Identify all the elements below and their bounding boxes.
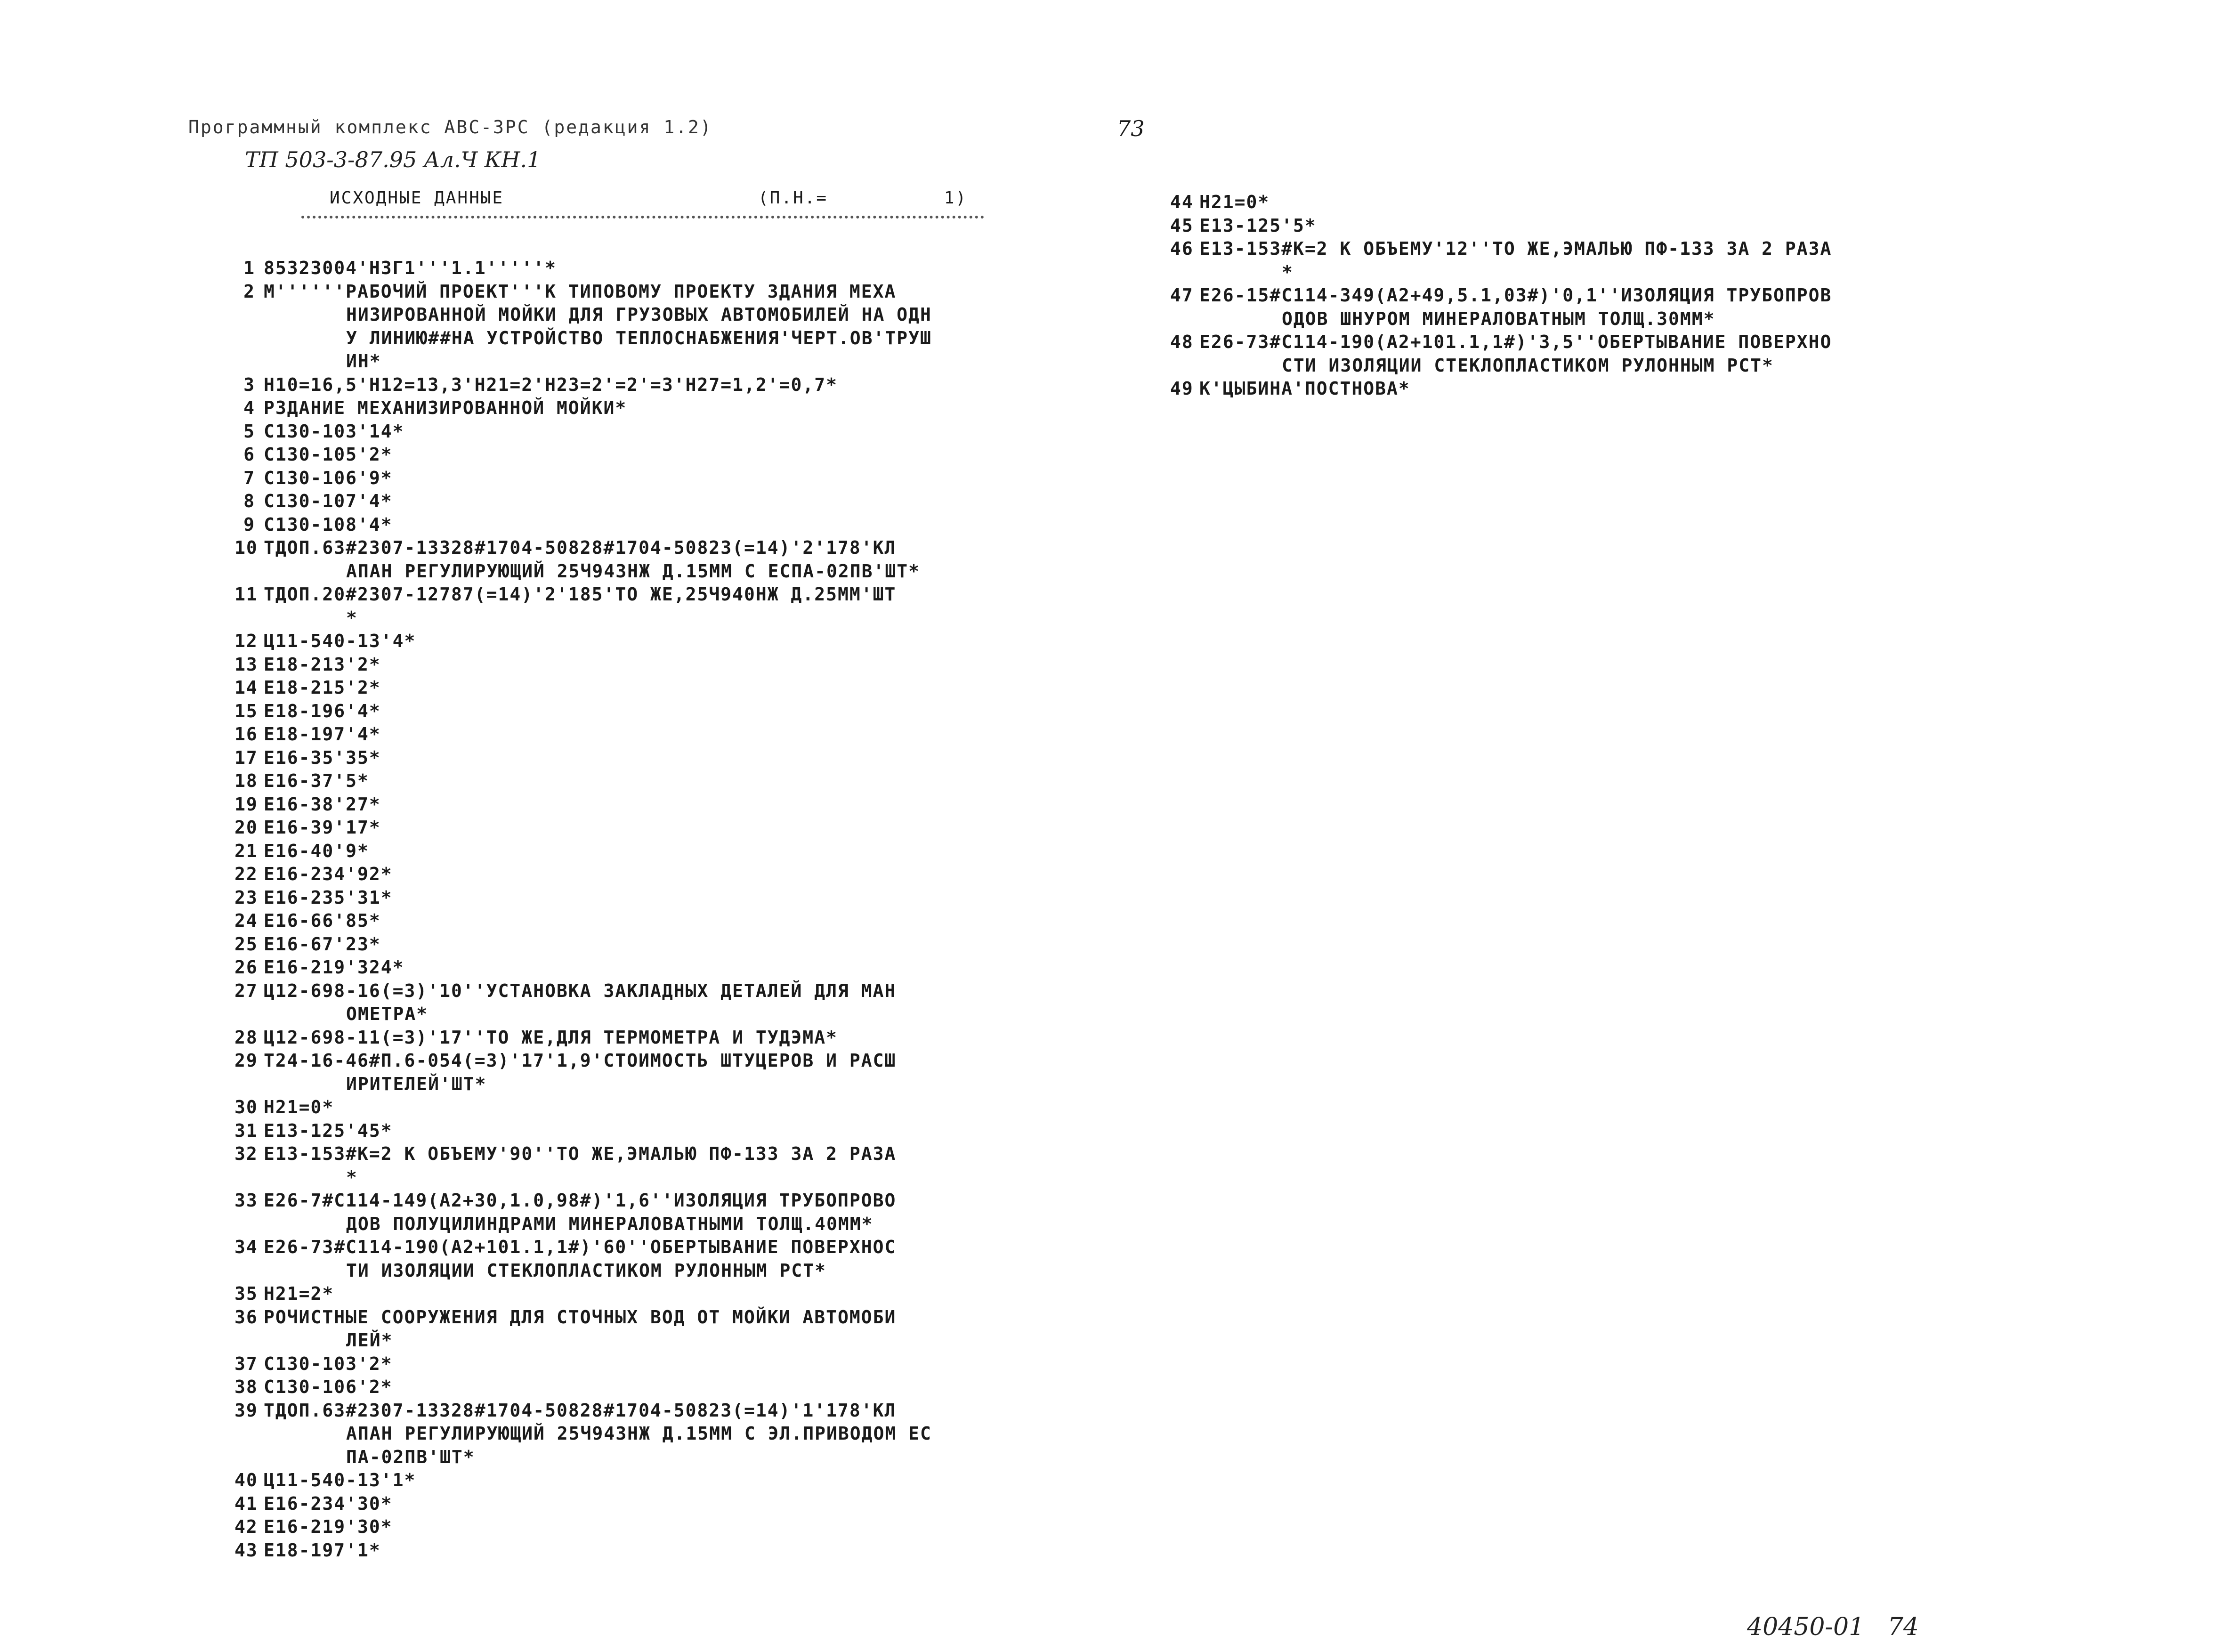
listing-line [1170, 377, 1832, 401]
listing-line [235, 583, 932, 607]
line-text: Е26-7#С114-149(А2+30,1.0,98#)'1,6''ИЗОЛЯЦИЯ ТРУБОПРОВО [264, 1190, 897, 1211]
listing-line [235, 397, 932, 420]
listing-continuation: НИЗИРОВАННОЙ МОЙКИ ДЛЯ ГРУЗОВЫХ АВТОМОБИЛЕЙ НА ОДН [346, 304, 932, 325]
listing-line [235, 980, 932, 1003]
listing-line [235, 1376, 932, 1399]
listing-continuation: * [346, 607, 358, 628]
line-text: ТДОП.63#2307-13328#1704-50828#1704-50823(=14)'1'178'КЛ [264, 1400, 897, 1421]
line-number: 22 [235, 864, 258, 884]
listing-line [235, 793, 932, 817]
listing-line [235, 1352, 932, 1376]
listing-continuation: ИРИТЕЛЕЙ'ШТ* [346, 1073, 487, 1094]
line-number: 27 [235, 980, 258, 1001]
listing-line [235, 1306, 932, 1329]
listing-line [235, 443, 932, 467]
listing-line [235, 886, 932, 910]
line-text: С130-103'14* [264, 421, 404, 442]
line-number: 8 [243, 491, 255, 511]
listing-line [235, 630, 932, 653]
line-number: 30 [235, 1097, 258, 1118]
listing-line [235, 513, 932, 537]
listing-line [235, 490, 932, 513]
line-number: 47 [1170, 285, 1194, 306]
line-number: 2 [243, 281, 255, 302]
line-text: Н21=2* [264, 1283, 334, 1304]
line-text: Е16-38'27* [264, 794, 381, 815]
line-number: 16 [235, 724, 258, 745]
line-text: Е26-15#С114-349(А2+49,5.1,03#)'0,1''ИЗОЛЯЦИЯ ТРУБОПРОВ [1199, 285, 1832, 306]
listing-line [235, 280, 932, 304]
line-number: 1 [243, 258, 255, 278]
line-text: Е16-219'324* [264, 957, 404, 978]
line-number: 44 [1170, 192, 1194, 212]
listing-line [235, 676, 932, 700]
line-number: 11 [235, 584, 258, 605]
line-text: С130-106'9* [264, 467, 393, 488]
line-number: 15 [235, 700, 258, 721]
line-number: 4 [243, 397, 255, 418]
listing-line [235, 816, 932, 840]
line-text: К'ЦЫБИНА'ПОСТНОВА* [1199, 378, 1410, 399]
line-number: 6 [243, 444, 255, 465]
line-text: Е13-125'5* [1199, 215, 1317, 236]
listing-line [235, 1399, 932, 1423]
line-text: Т24-16-46#П.6-054(=3)'17'1,9'СТОИМОСТЬ ШТУЦЕРОВ И РАСШ [264, 1050, 897, 1071]
listing-line [235, 769, 932, 793]
line-number: 35 [235, 1283, 258, 1304]
line-number: 43 [235, 1539, 258, 1561]
line-text: Е16-37'5* [264, 770, 369, 791]
line-number: 14 [235, 677, 258, 698]
line-text: Е18-197'1* [264, 1539, 381, 1561]
line-number: 31 [235, 1120, 258, 1141]
listing-line [235, 467, 932, 490]
line-number: 5 [243, 421, 255, 442]
listing-line [235, 653, 932, 677]
listing-line [1170, 237, 1832, 261]
line-number: 3 [243, 374, 255, 395]
listing-line [235, 840, 932, 863]
listing-line [1170, 284, 1832, 308]
line-number: 39 [235, 1400, 258, 1421]
program-header: Программный комплекс АВС-3РС (редакция 1.2) [188, 117, 712, 138]
pn-label: (П.Н.= 1) [758, 188, 968, 208]
line-number: 33 [235, 1190, 258, 1211]
listing-line [235, 1096, 932, 1119]
line-number: 9 [243, 514, 255, 535]
line-text: Н21=0* [264, 1097, 334, 1118]
line-text: ТДОП.20#2307-12787(=14)'2'185'ТО ЖЕ,25Ч940НЖ Д.25ММ'ШТ [264, 584, 897, 605]
line-number: 17 [235, 747, 258, 768]
listing-continuation: ЛЕЙ* [346, 1330, 393, 1351]
line-text: Е13-153#К=2 К ОБЪЕМУ'12''ТО ЖЕ,ЭМАЛЬЮ ПФ-133 ЗА 2 РАЗА [1199, 238, 1832, 259]
listing-line [235, 909, 932, 933]
line-number: 48 [1170, 332, 1194, 352]
listing-line [235, 863, 932, 886]
line-text: Е16-39'17* [264, 817, 381, 838]
line-text: Е16-219'30* [264, 1516, 393, 1537]
listing-line [1170, 331, 1832, 354]
header-divider [301, 216, 984, 219]
line-number: 10 [235, 537, 258, 558]
line-text: РОЧИСТНЫЕ СООРУЖЕНИЯ ДЛЯ СТОЧНЫХ ВОД ОТ МОЙКИ АВТОМОБИ [264, 1306, 897, 1328]
left-column [235, 257, 932, 1562]
section-title: ИСХОДНЫЕ ДАННЫЕ [330, 188, 504, 208]
listing-line [235, 1282, 932, 1306]
listing-line [235, 1142, 932, 1166]
line-number: 32 [235, 1143, 258, 1164]
line-text: С130-103'2* [264, 1353, 393, 1374]
line-text: С130-105'2* [264, 444, 393, 465]
listing-line [235, 1492, 932, 1516]
listing-line [235, 956, 932, 980]
listing-line [1170, 214, 1832, 238]
listing-line [235, 420, 932, 444]
listing-continuation: ТИ ИЗОЛЯЦИИ СТЕКЛОПЛАСТИКОМ РУЛОННЫМ РСТ* [346, 1260, 826, 1281]
line-text: Ц11-540-13'1* [264, 1470, 416, 1490]
listing-line [235, 1049, 932, 1073]
line-text: Е16-67'23* [264, 933, 381, 955]
listing-line [235, 257, 932, 280]
line-text: Ц12-698-11(=3)'17''ТО ЖЕ,ДЛЯ ТЕРМОМЕТРА И ТУДЭМА* [264, 1027, 838, 1048]
listing-continuation: У ЛИНИЮ##НА УСТРОЙСТВО ТЕПЛОСНАБЖЕНИЯ'ЧЕРТ.ОВ'ТРУШ [346, 327, 932, 348]
line-text: Е16-35'35* [264, 747, 381, 768]
line-number: 21 [235, 840, 258, 861]
line-number: 42 [235, 1516, 258, 1537]
listing-continuation: * [1282, 261, 1294, 283]
line-number: 37 [235, 1353, 258, 1374]
line-text: Е18-197'4* [264, 724, 381, 745]
line-text: ТДОП.63#2307-13328#1704-50828#1704-50823(=14)'2'178'КЛ [264, 537, 897, 558]
line-number: 28 [235, 1027, 258, 1048]
line-number: 46 [1170, 238, 1194, 259]
line-text: Ц12-698-16(=3)'10''УСТАНОВКА ЗАКЛАДНЫХ ДЕТАЛЕЙ ДЛЯ МАН [264, 980, 897, 1001]
line-number: 29 [235, 1050, 258, 1071]
line-number: 20 [235, 817, 258, 838]
line-text: С130-107'4* [264, 491, 393, 511]
listing-line [235, 1515, 932, 1539]
listing-line [235, 1469, 932, 1492]
line-number: 38 [235, 1377, 258, 1397]
line-number: 25 [235, 933, 258, 955]
line-text: Н21=0* [1199, 192, 1270, 212]
listing-continuation: ДОВ ПОЛУЦИЛИНДРАМИ МИНЕРАЛОВАТНЫМИ ТОЛЩ.40ММ* [346, 1213, 873, 1234]
listing-line [235, 1119, 932, 1143]
line-number: 40 [235, 1470, 258, 1490]
listing-line [235, 1189, 932, 1213]
line-number: 36 [235, 1306, 258, 1328]
line-text: Е16-235'31* [264, 887, 393, 908]
line-text: Е18-215'2* [264, 677, 381, 698]
line-number: 24 [235, 910, 258, 931]
listing-continuation: СТИ ИЗОЛЯЦИИ СТЕКЛОПЛАСТИКОМ РУЛОННЫМ РСТ* [1282, 355, 1774, 376]
line-text: Е26-73#С114-190(А2+101.1,1#)'3,5''ОБЕРТЫВАНИЕ ПОВЕРХНО [1199, 332, 1832, 352]
line-text: Ц11-540-13'4* [264, 631, 416, 651]
listing-line [235, 373, 932, 397]
line-number: 41 [235, 1493, 258, 1514]
listing-continuation: АПАН РЕГУЛИРУЮЩИЙ 25Ч943НЖ Д.15ММ С ЭЛ.ПРИВОДОМ ЕС [346, 1423, 932, 1444]
listing-line [1170, 191, 1832, 214]
line-number: 45 [1170, 215, 1194, 236]
line-text: Е16-234'30* [264, 1493, 393, 1514]
line-number: 26 [235, 957, 258, 978]
line-text: С130-106'2* [264, 1377, 393, 1397]
listing-line [235, 1236, 932, 1259]
line-number: 12 [235, 631, 258, 651]
line-text: Е16-40'9* [264, 840, 369, 861]
line-number: 7 [243, 467, 255, 488]
listing-line [235, 1539, 932, 1563]
line-text: С130-108'4* [264, 514, 393, 535]
line-number: 13 [235, 654, 258, 675]
listing-line [235, 700, 932, 723]
right-column [1170, 191, 1832, 401]
handwritten-reference: ТП 503-3-87.95 Ал.Ч КН.1 [245, 147, 541, 172]
line-number: 19 [235, 794, 258, 815]
listing-line [235, 723, 932, 746]
line-number: 18 [235, 770, 258, 791]
listing-continuation: АПАН РЕГУЛИРУЮЩИЙ 25Ч943НЖ Д.15ММ С ЕСПА-02ПВ'ШТ* [346, 560, 921, 582]
line-text: Е18-213'2* [264, 654, 381, 675]
line-number: 49 [1170, 378, 1194, 399]
line-text: Е16-234'92* [264, 864, 393, 884]
listing-continuation: ОДОВ ШНУРОМ МИНЕРАЛОВАТНЫМ ТОЛЩ.30ММ* [1282, 308, 1715, 329]
line-text: Е16-66'85* [264, 910, 381, 931]
line-text: М''''''РАБОЧИЙ ПРОЕКТ'''К ТИПОВОМУ ПРОЕКТУ ЗДАНИЯ МЕХА [264, 281, 897, 302]
listing-continuation: ИН* [346, 351, 381, 372]
listing-line [235, 1026, 932, 1050]
listing-line [235, 746, 932, 770]
line-text: Е26-73#С114-190(А2+101.1,1#)'60''ОБЕРТЫВАНИЕ ПОВЕРХНОС [264, 1237, 897, 1257]
listing-continuation: ПА-02ПВ'ШТ* [346, 1446, 475, 1467]
line-text: 85323004'НЗГ1'''1.1'''''* [264, 258, 557, 278]
line-text: Н10=16,5'Н12=13,3'Н21=2'Н23=2'=2'=3'Н27=1,2'=0,7* [264, 374, 838, 395]
line-text: Е13-153#К=2 К ОБЪЕМУ'90''ТО ЖЕ,ЭМАЛЬЮ ПФ-133 ЗА 2 РАЗА [264, 1143, 897, 1164]
line-number: 23 [235, 887, 258, 908]
page-number: 73 [1117, 116, 1145, 141]
listing-line [235, 933, 932, 956]
line-text: РЗДАНИЕ МЕХАНИЗИРОВАННОЙ МОЙКИ* [264, 397, 627, 418]
footer-stamp: 40450-01 74 [1747, 1613, 1919, 1641]
listing-continuation: ОМЕТРА* [346, 1004, 429, 1024]
listing-continuation: * [346, 1166, 358, 1188]
line-number: 34 [235, 1237, 258, 1257]
line-text: Е18-196'4* [264, 700, 381, 721]
listing-line [235, 536, 932, 560]
line-text: Е13-125'45* [264, 1120, 393, 1141]
